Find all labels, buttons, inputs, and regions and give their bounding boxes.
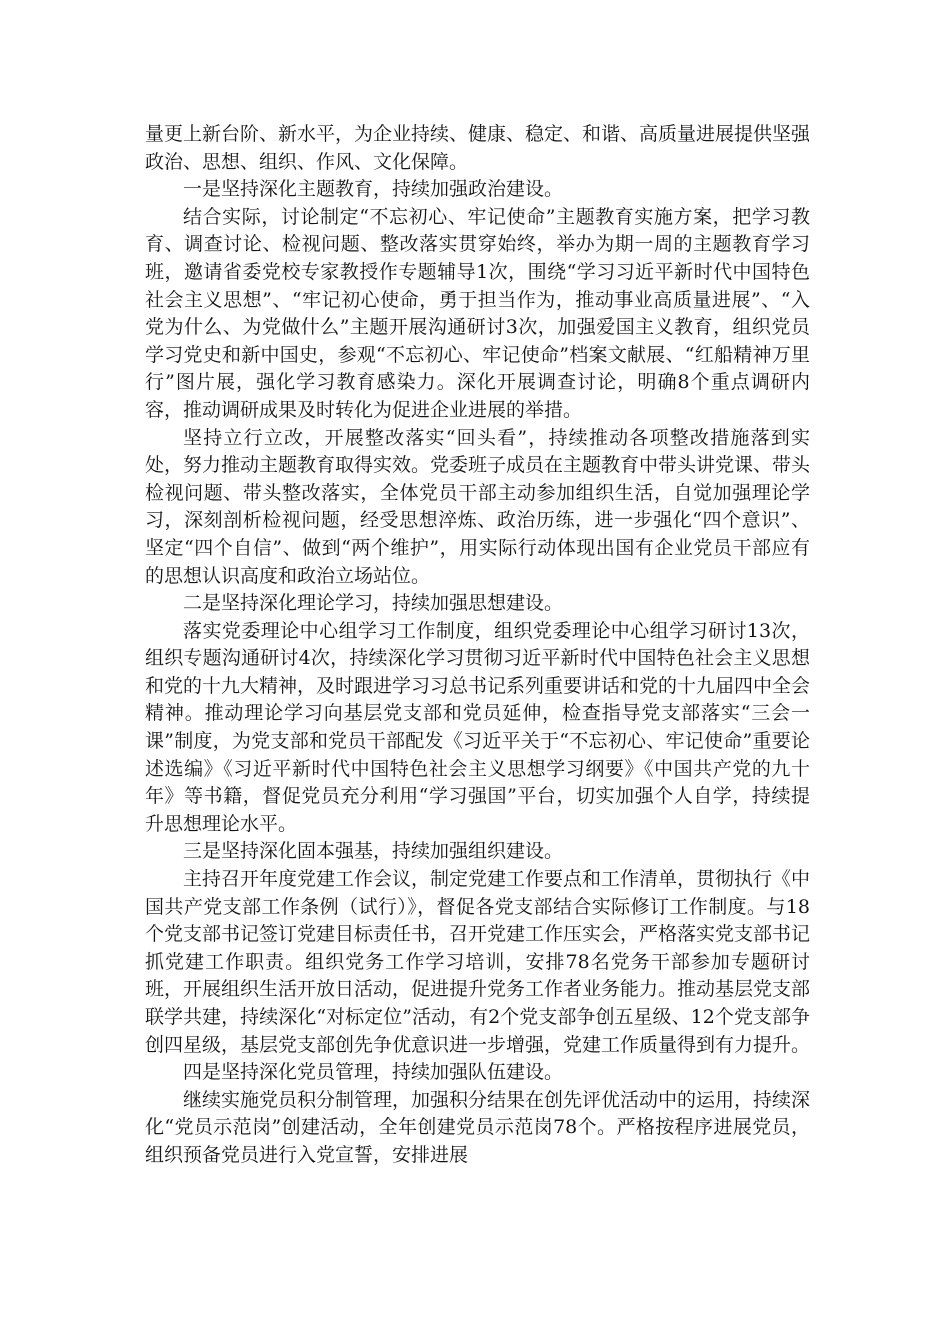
document-body [145,121,810,1170]
section-heading-four: 四是坚持深化党员管理，持续加强队伍建设。 [183,1061,564,1084]
paragraph: 坚持立行立改，开展整改落实“回头看”，持续推动各项整改措施落到实处，努力推动主题教育取得实效。党委班子成员在主题教育中带头讲党课、带头检视问题、带头整改落实，全体党员干部主动参加组织生活，自觉加强理论学习，深刻剖析检视问题，经受思想淬炼、政治历练，进一步强化“四个意识”、坚定“四个自信”、做到“两个维护”，用实际行动体现出国有企业党员干部应有的思想认识高度和政治立场站位。 [145,426,811,587]
section-heading-one: 一是坚持深化主题教育，持续加强政治建设。 [183,178,564,201]
paragraph: 结合实际，讨论制定“不忘初心、牢记使命”主题教育实施方案，把学习教育、调查讨论、检视问题、整改落实贯穿始终，举办为期一周的主题教育学习班，邀请省委党校专家教授作专题辅导1次，围绕“学习习近平新时代中国特色社会主义思想”、“牢记初心使命，勇于担当作为，推动事业高质量进展”、“入党为什么、为党做什么”主题开展沟通研讨3次，加强爱国主义教育，组织党员学习党史和新中国史，参观“不忘初心、牢记使命”档案文献展、“红船精神万里行”图片展，强化学习教育感染力。深化开展调查讨论，明确8个重点调研内容，推动调研成果及时转化为促进企业进展的举措。 [145,205,810,421]
paragraph: 落实党委理论中心组学习工作制度，组织党委理论中心组学习研讨13次，组织专题沟通研讨4次，持续深化学习贯彻习近平新时代中国特色社会主义思想和党的十九大精神，及时跟进学习习总书记系列重要讲话和党的十九届四中全会精神。推动理论学习向基层党支部和党员延伸，检查指导党支部落实“三会一课”制度，为党支部和党员干部配发《习近平关于“不忘初心、牢记使命”重要论述选编》《习近平新时代中国特色社会主义思想学习纲要》《中国共产党的九十年》等书籍，督促党员充分利用“学习强国”平台，切实加强个人自学，持续提升思想理论水平。 [145,619,811,835]
section-heading-three: 三是坚持深化固本强基，持续加强组织建设。 [183,840,564,863]
paragraph-continued: 量更上新台阶、新水平，为企业持续、健康、稳定、和谐、高质量进展提供坚强政治、思想、组织、作风、文化保障。 [145,123,811,173]
section-heading-two: 二是坚持深化理论学习，持续加强思想建设。 [183,592,564,615]
paragraph: 继续实施党员积分制管理，加强积分结果在创先评优活动中的运用，持续深化“党员示范岗”创建活动，全年创建党员示范岗78个。严格按程序进展党员，组织预备党员进行入党宣誓，安排进展 [145,1088,811,1166]
paragraph: 主持召开年度党建工作会议，制定党建工作要点和工作清单，贯彻执行《中国共产党支部工作条例（试行）》，督促各党支部结合实际修订工作制度。与18个党支部书记签订党建目标责任书，召开党建工作压实会，严格落实党支部书记抓党建工作职责。组织党务工作学习培训，安排78名党务干部参加专题研讨班，开展组织生活开放日活动，促进提升党务工作者业务能力。推动基层党支部联学共建，持续深化“对标定位”活动，有2个党支部争创五星级、12个党支部争创四星级，基层党支部创先争优意识进一步增强，党建工作质量得到有力提升。 [145,868,811,1056]
